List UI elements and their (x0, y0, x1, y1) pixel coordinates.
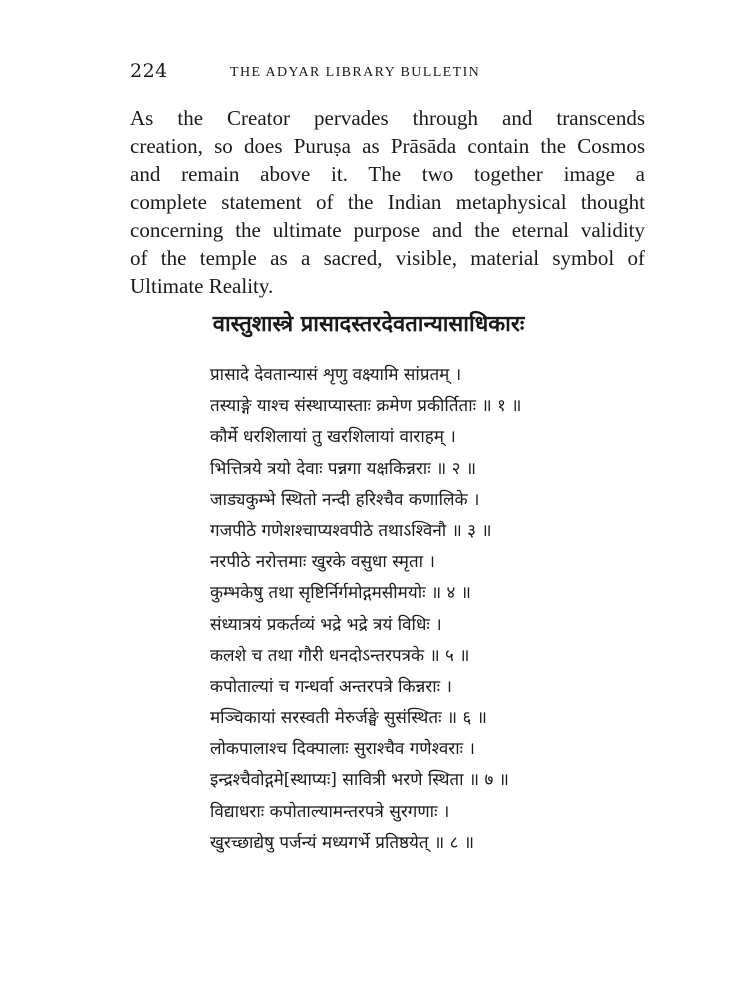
verse-line: खुरच्छाद्येषु पर्जन्यं मध्यगर्भे प्रतिष्ठयेत् ॥ ८ ॥ (210, 832, 475, 853)
verse-line: मञ्चिकायां सरस्वती मेरुर्जङ्घे सुसंस्थितः ॥ ६ ॥ (210, 708, 487, 729)
verse-line: नरपीठे नरोत्तमाः खुरके वसुधा स्मृता । (210, 552, 435, 573)
verse-line: लोकपालाश्च दिक्पालाः सुराश्चैव गणेश्वराः । (210, 739, 475, 760)
verse-line: कौर्मे धरशिलायां तु खरशिलायां वाराहम् । (210, 427, 456, 448)
body-line: Ultimate Reality. (130, 274, 274, 298)
verse-line: कलशे च तथा गौरी धनदोऽन्तरपत्रके ॥ ५ ॥ (210, 645, 470, 666)
verse-line: कपोताल्यां च गन्धर्वा अन्तरपत्रे किन्नराः । (210, 676, 452, 697)
verse-line: गजपीठे गणेशश्चाप्यश्वपीठे तथाऽश्विनौ ॥ ३ ॥ (210, 520, 492, 541)
section-title: वास्तुशास्त्रे प्रासादस्तरदेवतान्यासाधिकारः (212, 312, 525, 337)
verse-line: भित्तित्रये त्रयो देवाः पन्नगा यक्षकिन्नराः ॥ २ ॥ (210, 458, 477, 479)
verse-line: कुम्भकेषु तथा सृष्टिर्निर्गमोद्गमसीमयोः ॥ ४ ॥ (210, 583, 471, 604)
body-line: concerning the ultimate purpose and the eternal validity (130, 218, 645, 242)
body-line: creation, so does Puruṣa as Prāsāda contain the Cosmos (130, 134, 645, 158)
body-line: As the Creator pervades through and transcends (130, 106, 645, 130)
verse-line: जाड्यकुम्भे स्थितो नन्दी हरिश्चैव कणालिके । (210, 489, 480, 510)
body-line: and remain above it. The two together image a (130, 162, 645, 186)
page-header (130, 60, 642, 90)
verse-line: तस्याङ्गे याश्च संस्थाप्यास्ताः क्रमेण प्रकीर्तिताः ॥ १ ॥ (210, 396, 522, 417)
verse-line: प्रासादे देवतान्यासं शृणु वक्ष्यामि सांप्रतम् । (210, 365, 462, 385)
page-number: 224 (130, 60, 168, 82)
body-paragraph (130, 104, 645, 300)
running-head: THE ADYAR LIBRARY BULLETIN (230, 65, 481, 80)
verse-line: इन्द्रश्चैवोद्गमे[स्थाप्यः] सावित्री भरणे स्थिता ॥ ७ ॥ (210, 770, 509, 791)
sanskrit-verses (210, 360, 710, 859)
body-line: of the temple as a sacred, visible, material symbol of (130, 246, 645, 270)
body-line: complete statement of the Indian metaphysical thought (130, 190, 645, 214)
verse-line: विद्याधराः कपोताल्यामन्तरपत्रे सुरगणाः । (210, 801, 450, 822)
verse-line: संध्यात्रयं प्रकर्तव्यं भद्रे भद्रे त्रयं विधिः । (210, 614, 442, 635)
